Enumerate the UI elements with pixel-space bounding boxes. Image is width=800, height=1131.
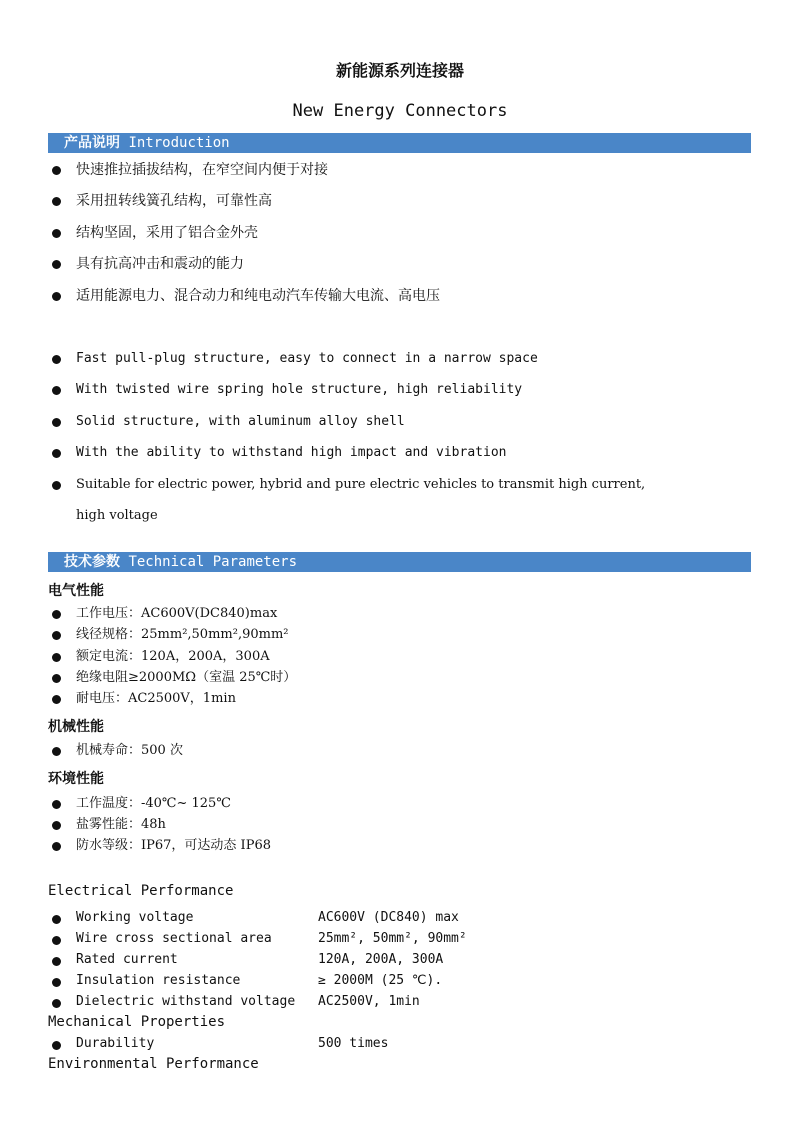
bullet-icon xyxy=(52,821,61,830)
title-chinese: 新能源系列连接器 xyxy=(335,61,464,80)
environmental-heading-cn: 环境性能 xyxy=(48,771,104,787)
spec-key: Durability xyxy=(76,1036,155,1051)
mechanical-heading-en: Mechanical Properties xyxy=(48,1014,226,1030)
spec-value: 120A, 200A, 300A xyxy=(318,952,444,967)
bullet-icon xyxy=(52,915,61,924)
bullet-icon xyxy=(52,386,61,395)
bullet-icon xyxy=(52,957,61,966)
spec-row-en xyxy=(48,910,752,928)
spec-row-en xyxy=(48,973,752,991)
document-page: 新能源系列连接器 New Energy Connectors 产品说明 Introduction 快速推拉插拔结构，在窄空间内便于对接 采用扭转线簧孔结构，可靠性高 结构坚固，采用了铝合金外壳 具有抗高冲击和震动的能力 适用能源电力、混合动力和纯电动汽车传输大电流、高电压 Fast pull-plug structure, easy to connect in a narrow space With twisted wire spring hole structure, high reliability Solid structure, with aluminum alloy shell With the ability to withstand high impact and vibration Suitable for electric power, hybrid and pure electric vehicles to transmit high current, high voltage 技术参数 Technical Parameters 电气性能 工作电压：AC600V(DC840)max 线径规格：25mm²,50mm²,90mm² 额定电流：120A，200A，300A 绝缘电阻≥2000MΩ（室温 25℃时） 耐电压：AC2500V，1min 机械性能 机械寿命：500 次 环境性能 工作温度：-40℃~ 125℃ 盐雾性能：48h 防水等级：IP67，可达动态 IP68 Electrical Performance Working voltage AC600V (DC840) max Wire cross sectional area 25mm², 50mm², 90mm² Rated current 120A, 200A, 300A Insulation resistance ≥ 2000M (25 ℃). Dielectric withstand voltage AC2500V, 1min Mechanical Properties Durability 500 times Environmental Performance xyxy=(0,0,800,1131)
spec-value: AC600V (DC840) max xyxy=(318,910,459,925)
spec-key: Working voltage xyxy=(76,910,194,925)
spec-key: Wire cross sectional area xyxy=(76,931,272,946)
bullet-icon xyxy=(52,653,61,662)
bullet-icon xyxy=(52,449,61,458)
technical-header-cn: 技术参数 xyxy=(64,554,120,570)
spec-key: Rated current xyxy=(76,952,178,967)
bullet-icon xyxy=(52,418,61,427)
electrical-heading-en: Electrical Performance xyxy=(48,883,234,899)
introduction-header-en: Introduction xyxy=(128,135,230,151)
spec-key: Insulation resistance xyxy=(76,973,241,988)
bullet-icon xyxy=(52,674,61,683)
spec-row-en xyxy=(48,1036,752,1054)
bullet-icon xyxy=(52,800,61,809)
bullet-icon xyxy=(52,747,61,756)
title-english: New Energy Connectors xyxy=(292,101,508,121)
introduction-header-cn: 产品说明 xyxy=(64,135,120,151)
bullet-icon xyxy=(52,631,61,640)
introduction-header xyxy=(48,133,751,153)
electrical-heading-cn: 电气性能 xyxy=(48,583,104,599)
bullet-icon xyxy=(52,229,61,238)
bullet-icon xyxy=(52,197,61,206)
bullet-icon xyxy=(52,292,61,301)
bullet-icon xyxy=(52,166,61,175)
spec-key: Dielectric withstand voltage xyxy=(76,994,296,1009)
bullet-icon xyxy=(52,260,61,269)
bullet-icon xyxy=(52,999,61,1008)
bullet-icon xyxy=(52,842,61,851)
spec-value: 25mm², 50mm², 90mm² xyxy=(318,931,467,946)
spec-value: AC2500V, 1min xyxy=(318,994,420,1009)
spec-row-en xyxy=(48,952,752,970)
spec-value: ≥ 2000M (25 ℃). xyxy=(318,973,443,988)
technical-parameters-header xyxy=(48,552,751,572)
bullet-icon xyxy=(52,936,61,945)
bullet-icon xyxy=(52,355,61,364)
mechanical-heading-cn: 机械性能 xyxy=(48,719,104,735)
bullet-icon xyxy=(52,481,61,490)
spec-row-en xyxy=(48,931,752,949)
bullet-icon xyxy=(52,1041,61,1050)
bullet-icon xyxy=(52,695,61,704)
technical-header-en: Technical Parameters xyxy=(128,554,298,570)
spec-value: 500 times xyxy=(318,1036,389,1051)
environmental-heading-en: Environmental Performance xyxy=(48,1056,259,1072)
spec-row-en xyxy=(48,994,752,1012)
bullet-icon xyxy=(52,610,61,619)
bullet-icon xyxy=(52,978,61,987)
